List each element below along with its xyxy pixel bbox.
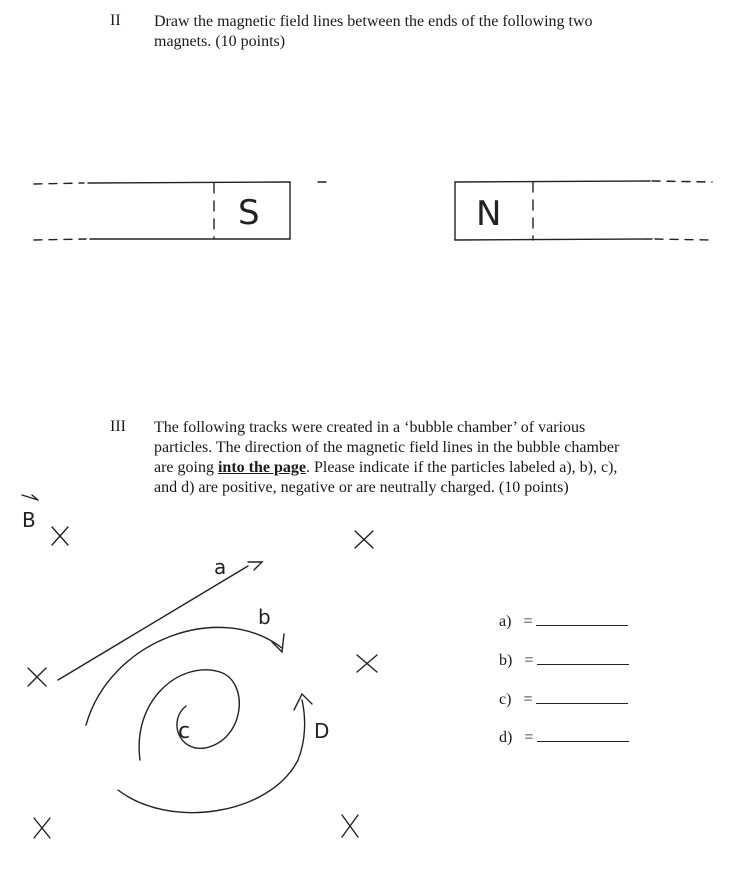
section-2-number: II bbox=[110, 12, 121, 29]
equals-sign: = bbox=[523, 691, 533, 708]
magnet-right-label: N bbox=[476, 194, 502, 234]
equals-sign: = bbox=[523, 613, 533, 630]
equals-sign: = bbox=[524, 652, 534, 669]
cross-mark bbox=[357, 655, 377, 672]
answer-label: a) bbox=[499, 613, 512, 630]
field-vector-arrow bbox=[22, 495, 38, 500]
track-c-label: c bbox=[178, 719, 191, 744]
track-b-label: b bbox=[258, 605, 271, 629]
section-3-emphasis: into the page bbox=[217, 459, 306, 476]
magnet-left bbox=[34, 182, 326, 240]
answer-b[interactable] bbox=[499, 650, 629, 670]
answer-c[interactable] bbox=[499, 689, 628, 709]
cross-mark bbox=[355, 531, 373, 548]
track-d-label: D bbox=[314, 719, 330, 743]
track-a bbox=[58, 562, 262, 680]
cross-mark bbox=[34, 818, 50, 838]
field-into-page-marks bbox=[28, 527, 377, 838]
section-3-text-start: The following tracks were created in a ‘bubble chamber’ of various particles. The direction of the magnetic field lines in the bubble chamber are going bbox=[154, 419, 620, 476]
field-label: B bbox=[22, 508, 36, 532]
answer-blank[interactable] bbox=[536, 611, 628, 626]
magnet-left-label: S bbox=[238, 193, 260, 233]
answer-label: d) bbox=[499, 729, 513, 746]
cross-mark bbox=[28, 668, 46, 686]
track-b bbox=[86, 627, 284, 725]
answer-a[interactable] bbox=[499, 611, 628, 631]
section-3-number: III bbox=[110, 418, 126, 435]
answer-blank[interactable] bbox=[537, 650, 629, 665]
section-3-text-end: . Please indicate if the particles labeled a), b), c), and d) are positive, negative or are neutrally charged. (10 points) bbox=[154, 459, 618, 496]
answer-label: b) bbox=[499, 652, 513, 669]
equals-sign: = bbox=[524, 729, 534, 746]
cross-mark bbox=[52, 527, 68, 545]
answer-label: c) bbox=[499, 691, 512, 708]
section-2-question: Draw the magnetic field lines between the ends of the following two magnets. (10 points) bbox=[154, 13, 593, 50]
answer-blank[interactable] bbox=[537, 727, 629, 742]
answer-d[interactable] bbox=[499, 727, 629, 747]
cross-mark bbox=[342, 815, 358, 837]
answer-blank[interactable] bbox=[536, 689, 628, 704]
section-3-question bbox=[154, 418, 624, 498]
track-a-label: a bbox=[214, 555, 227, 579]
track-c bbox=[139, 670, 239, 760]
